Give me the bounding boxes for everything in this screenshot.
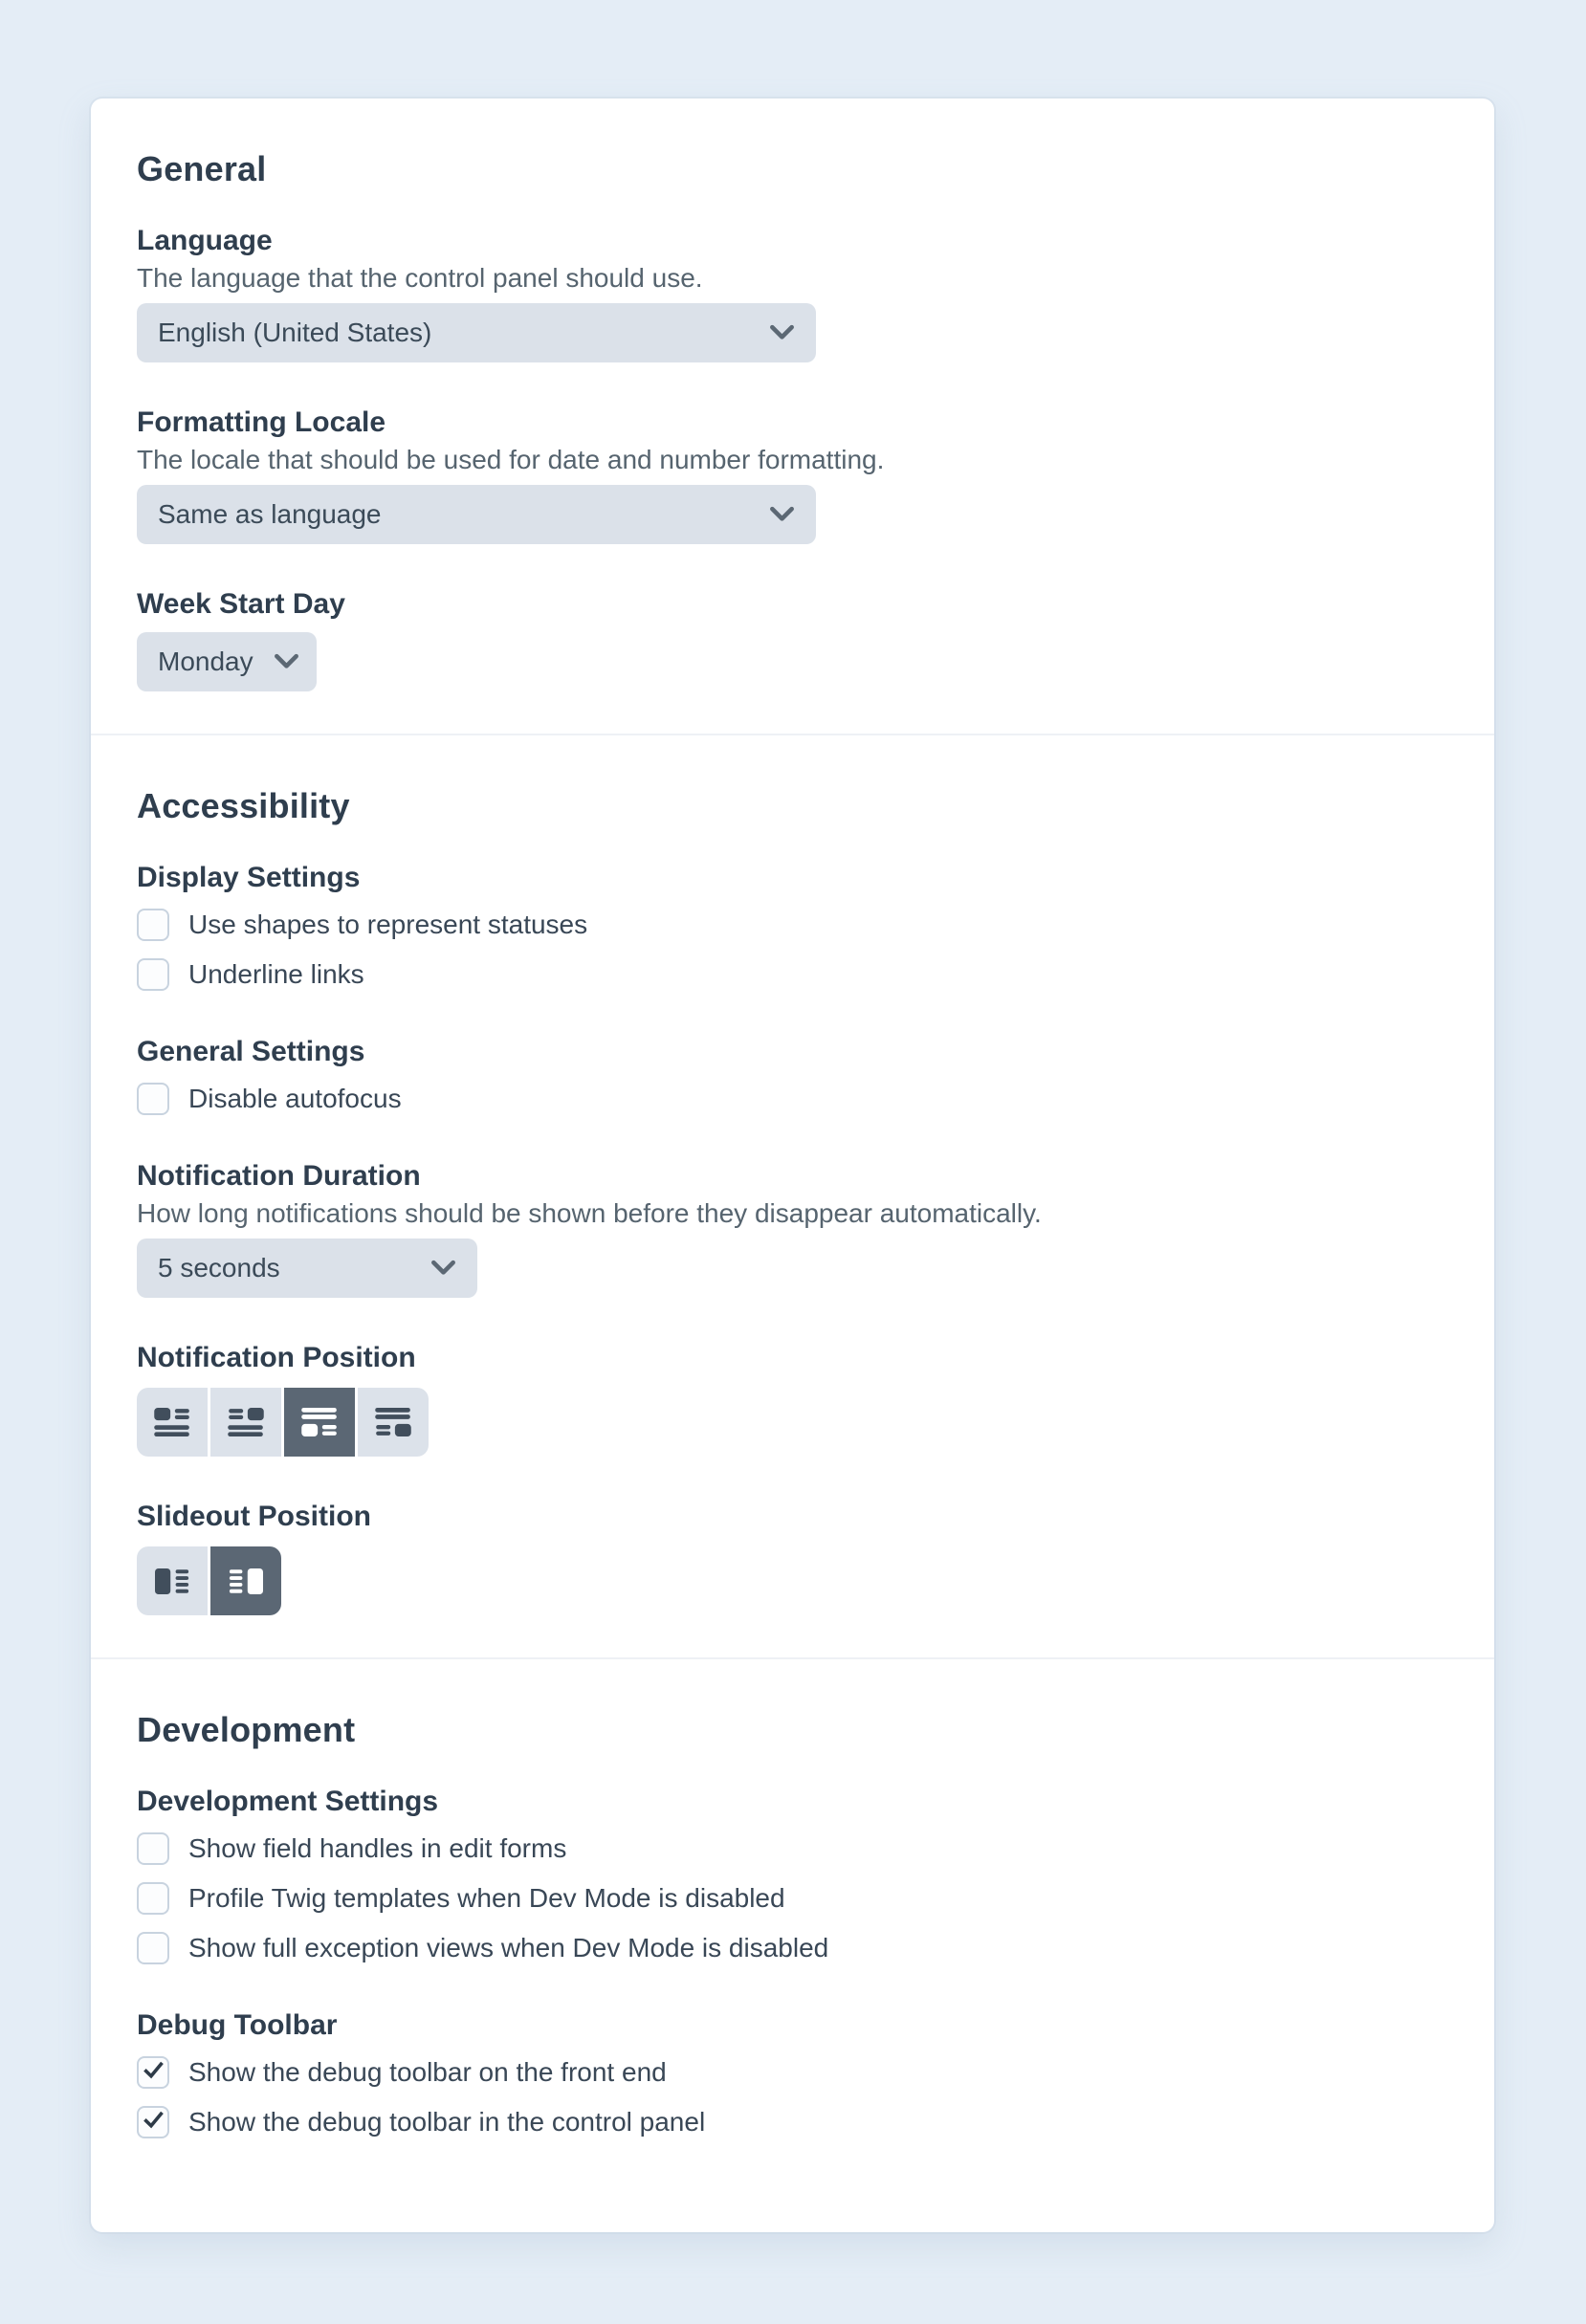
field-display-settings [137, 860, 1448, 992]
checkbox-rows [137, 2055, 1448, 2139]
notification-duration-select[interactable] [137, 1239, 477, 1298]
checkmark-icon [142, 2058, 165, 2087]
checkbox-label: Show field handles in edit forms [188, 1833, 567, 1863]
notification-position-top-left-icon [154, 1408, 190, 1436]
formatting-locale-select[interactable] [137, 485, 816, 544]
notification-position-bottom-right-icon [375, 1408, 411, 1436]
checkbox-label: Show the debug toolbar in the control panel [188, 2107, 706, 2137]
field-label: Debug Toolbar [137, 2009, 338, 2041]
slideout-position-right-button[interactable] [210, 1546, 281, 1615]
slideout-position-right-icon [229, 1568, 263, 1595]
notification-position-top-left-button[interactable] [137, 1388, 208, 1457]
checkbox-label: Use shapes to represent statuses [188, 910, 588, 939]
checkbox-row[interactable] [137, 957, 364, 992]
checkbox-row[interactable] [137, 1831, 566, 1866]
field-debug-toolbar [137, 2007, 1448, 2139]
notification-position-top-right-button[interactable] [210, 1388, 281, 1457]
chevron-down-icon [769, 325, 795, 341]
select-value: Monday [158, 647, 253, 676]
chevron-down-icon [274, 654, 299, 670]
select-value: English (United States) [158, 318, 432, 347]
field-formatting-locale [137, 405, 1448, 544]
fields [137, 860, 1448, 1615]
chevron-down-icon [430, 1261, 456, 1277]
checkbox-label: Show full exception views when Dev Mode is disabled [188, 1933, 829, 1962]
checkbox-row[interactable] [137, 908, 587, 942]
notification-position-bottom-left-button[interactable] [284, 1388, 355, 1457]
slideout-position-left-icon [155, 1568, 189, 1595]
checkbox[interactable] [137, 1882, 169, 1915]
field-label: Notification Position [137, 1342, 416, 1373]
field-instructions: The locale that should be used for date and number formatting. [137, 445, 885, 474]
checkbox[interactable] [137, 958, 169, 991]
fields [137, 1784, 1448, 2139]
checkbox-checked[interactable] [137, 2106, 169, 2138]
checkbox-rows [137, 908, 1448, 992]
preferences-card [91, 99, 1494, 2232]
select-value: Same as language [158, 499, 382, 529]
field-slideout-position [137, 1499, 1448, 1615]
field-label: Language [137, 225, 273, 256]
field-language [137, 223, 1448, 362]
language-select[interactable] [137, 303, 816, 362]
slideout-position-btngroup [137, 1546, 281, 1615]
notification-position-bottom-right-button[interactable] [358, 1388, 429, 1457]
checkbox-label: Profile Twig templates when Dev Mode is disabled [188, 1883, 785, 1913]
checkbox-row[interactable] [137, 1881, 785, 1916]
checkbox-row[interactable] [137, 1931, 828, 1965]
field-instructions: How long notifications should be shown before they disappear automatically. [137, 1198, 1042, 1228]
field-label: Week Start Day [137, 588, 345, 620]
chevron-down-icon [769, 507, 795, 523]
checkbox-row[interactable] [137, 1082, 402, 1116]
section-accessibility [91, 734, 1494, 1657]
field-instructions: The language that the control panel should use. [137, 263, 703, 293]
slideout-position-left-button[interactable] [137, 1546, 208, 1615]
checkbox[interactable] [137, 1083, 169, 1115]
select-value: 5 seconds [158, 1253, 280, 1283]
field-notification-position [137, 1340, 1448, 1457]
section-title: Accessibility [137, 786, 350, 825]
checkbox[interactable] [137, 1932, 169, 1964]
section-development [91, 1657, 1494, 2181]
checkbox-row[interactable] [137, 2105, 705, 2139]
notification-position-bottom-left-icon [301, 1408, 338, 1436]
checkbox-checked[interactable] [137, 2056, 169, 2089]
section-general [91, 99, 1494, 734]
notification-position-btngroup [137, 1388, 429, 1457]
field-label: Display Settings [137, 862, 361, 893]
checkbox-label: Show the debug toolbar on the front end [188, 2057, 667, 2087]
checkbox-row[interactable] [137, 2055, 667, 2090]
fields [137, 223, 1448, 691]
field-label: Slideout Position [137, 1501, 371, 1532]
checkmark-icon [142, 2108, 165, 2137]
field-development-settings [137, 1784, 1448, 1965]
section-title: Development [137, 1710, 356, 1749]
notification-position-top-right-icon [228, 1408, 264, 1436]
field-label: General Settings [137, 1036, 365, 1067]
field-label: Development Settings [137, 1786, 439, 1817]
week-start-day-select[interactable] [137, 632, 317, 691]
checkbox[interactable] [137, 1832, 169, 1865]
field-week-start-day [137, 586, 1448, 691]
field-notification-duration [137, 1158, 1448, 1298]
checkbox-label: Underline links [188, 959, 364, 989]
field-general-settings [137, 1034, 1448, 1116]
section-title: General [137, 149, 267, 188]
checkbox-rows [137, 1831, 1448, 1965]
checkbox-label: Disable autofocus [188, 1084, 402, 1113]
field-label: Notification Duration [137, 1160, 421, 1192]
checkbox-rows [137, 1082, 1448, 1116]
field-label: Formatting Locale [137, 406, 386, 438]
checkbox[interactable] [137, 909, 169, 941]
